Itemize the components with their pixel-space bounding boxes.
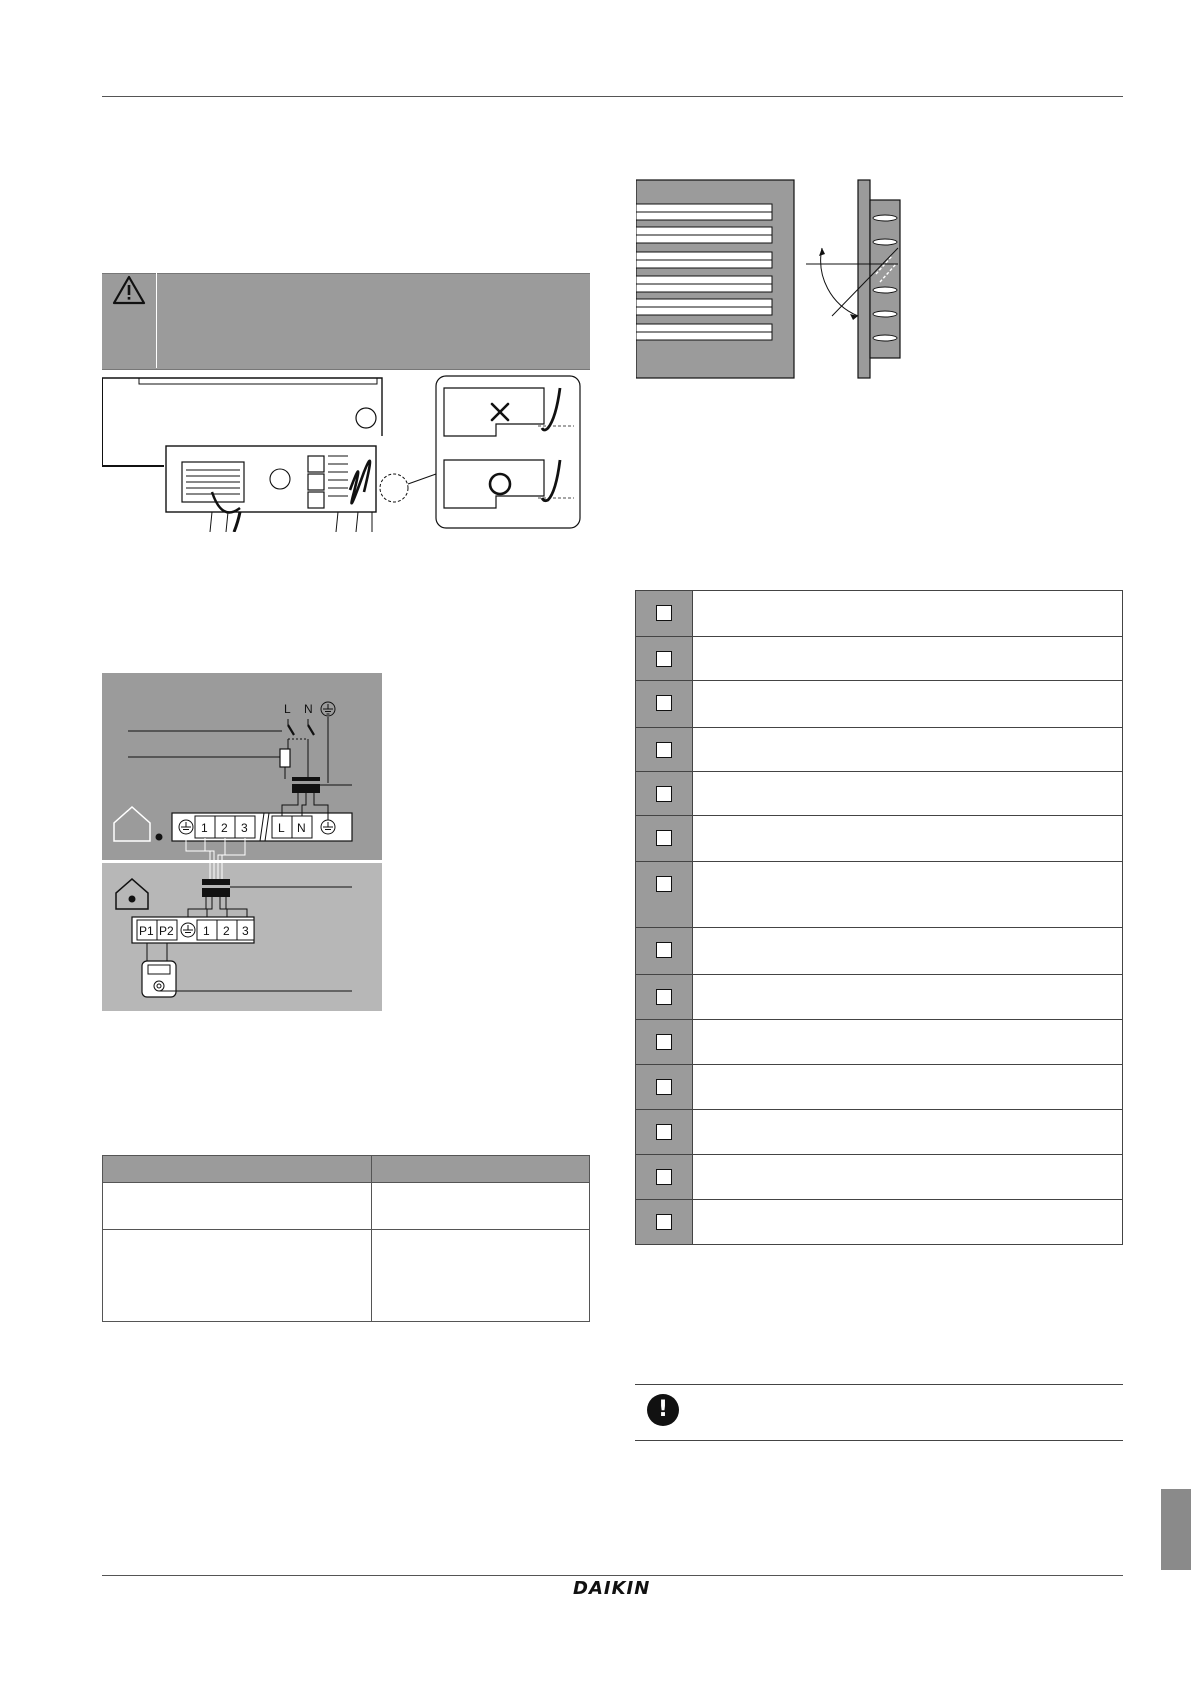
checklist-checkbox-cell — [636, 637, 693, 681]
warning-icon — [112, 275, 146, 310]
checklist-checkbox-cell — [636, 728, 693, 772]
checkbox[interactable] — [656, 1124, 672, 1140]
warning-box — [102, 273, 590, 370]
terminal-L-label: L — [284, 702, 291, 716]
checklist-checkbox-cell — [636, 975, 693, 1020]
checkbox[interactable] — [656, 1079, 672, 1095]
checklist-checkbox-cell — [636, 862, 693, 928]
checkbox[interactable] — [656, 876, 672, 892]
spec-table-cell — [103, 1230, 372, 1322]
checklist-item-text — [693, 816, 1123, 862]
indoor-terminal-1: 1 — [203, 924, 210, 938]
notice-icon: ! — [647, 1394, 679, 1426]
notice-box — [635, 1384, 1123, 1441]
checklist-checkbox-cell — [636, 1155, 693, 1200]
checklist-checkbox-cell — [636, 772, 693, 816]
control-box-illustration — [102, 372, 592, 532]
spec-table-header-1 — [103, 1156, 372, 1183]
checklist-table — [635, 590, 1123, 1245]
checklist-item-text — [693, 928, 1123, 975]
controller-terminal-P2: P2 — [159, 924, 174, 938]
checkbox[interactable] — [656, 742, 672, 758]
checklist-item-text — [693, 862, 1123, 928]
header-rule — [102, 96, 1123, 97]
checklist-item-text — [693, 591, 1123, 637]
checklist-checkbox-cell — [636, 816, 693, 862]
checklist-item-text — [693, 772, 1123, 816]
indoor-terminal-2: 2 — [223, 924, 230, 938]
checklist-item-text — [693, 1110, 1123, 1155]
checklist-checkbox-cell — [636, 1200, 693, 1245]
spec-table-cell — [103, 1183, 372, 1230]
checklist-checkbox-cell — [636, 1020, 693, 1065]
spec-table-header-2 — [372, 1156, 590, 1183]
checklist-item-text — [693, 1155, 1123, 1200]
spec-table-cell — [372, 1230, 590, 1322]
checkbox[interactable] — [656, 786, 672, 802]
spec-table-cell — [372, 1183, 590, 1230]
indoor-unit-icon — [116, 879, 148, 909]
outdoor-unit-icon — [114, 807, 163, 841]
checklist-item-text — [693, 1065, 1123, 1110]
outdoor-terminal-L: L — [278, 821, 285, 835]
remote-controller-icon — [142, 961, 176, 997]
wiring-diagram — [102, 673, 382, 1011]
brand-logo: DAIKIN — [573, 1578, 651, 1599]
checklist-checkbox-cell — [636, 928, 693, 975]
controller-terminal-P1: P1 — [139, 924, 154, 938]
checklist-item-text — [693, 1020, 1123, 1065]
spec-table — [102, 1155, 590, 1322]
checkbox[interactable] — [656, 1034, 672, 1050]
section-side-tab — [1161, 1489, 1191, 1570]
warning-divider — [156, 273, 157, 368]
outdoor-terminal-1: 1 — [201, 821, 208, 835]
footer-rule — [102, 1575, 1123, 1576]
checklist-item-text — [693, 975, 1123, 1020]
checklist-checkbox-cell — [636, 681, 693, 728]
checkbox[interactable] — [656, 651, 672, 667]
checklist-item-text — [693, 637, 1123, 681]
checklist-checkbox-cell — [636, 1065, 693, 1110]
checkbox[interactable] — [656, 989, 672, 1005]
checkbox[interactable] — [656, 1214, 672, 1230]
checklist-checkbox-cell — [636, 1110, 693, 1155]
checkbox[interactable] — [656, 605, 672, 621]
indoor-terminal-3: 3 — [242, 924, 249, 938]
checklist-item-text — [693, 681, 1123, 728]
earth-icon — [321, 702, 335, 716]
outdoor-terminal-2: 2 — [221, 821, 228, 835]
checkbox[interactable] — [656, 1169, 672, 1185]
checklist-item-text — [693, 728, 1123, 772]
checkbox[interactable] — [656, 830, 672, 846]
outdoor-terminal-3: 3 — [241, 821, 248, 835]
checkbox[interactable] — [656, 695, 672, 711]
checklist-item-text — [693, 1200, 1123, 1245]
outdoor-terminal-N: N — [297, 821, 306, 835]
terminal-N-label: N — [304, 702, 313, 716]
louvre-illustration — [636, 178, 936, 382]
checklist-checkbox-cell — [636, 591, 693, 637]
checkbox[interactable] — [656, 942, 672, 958]
